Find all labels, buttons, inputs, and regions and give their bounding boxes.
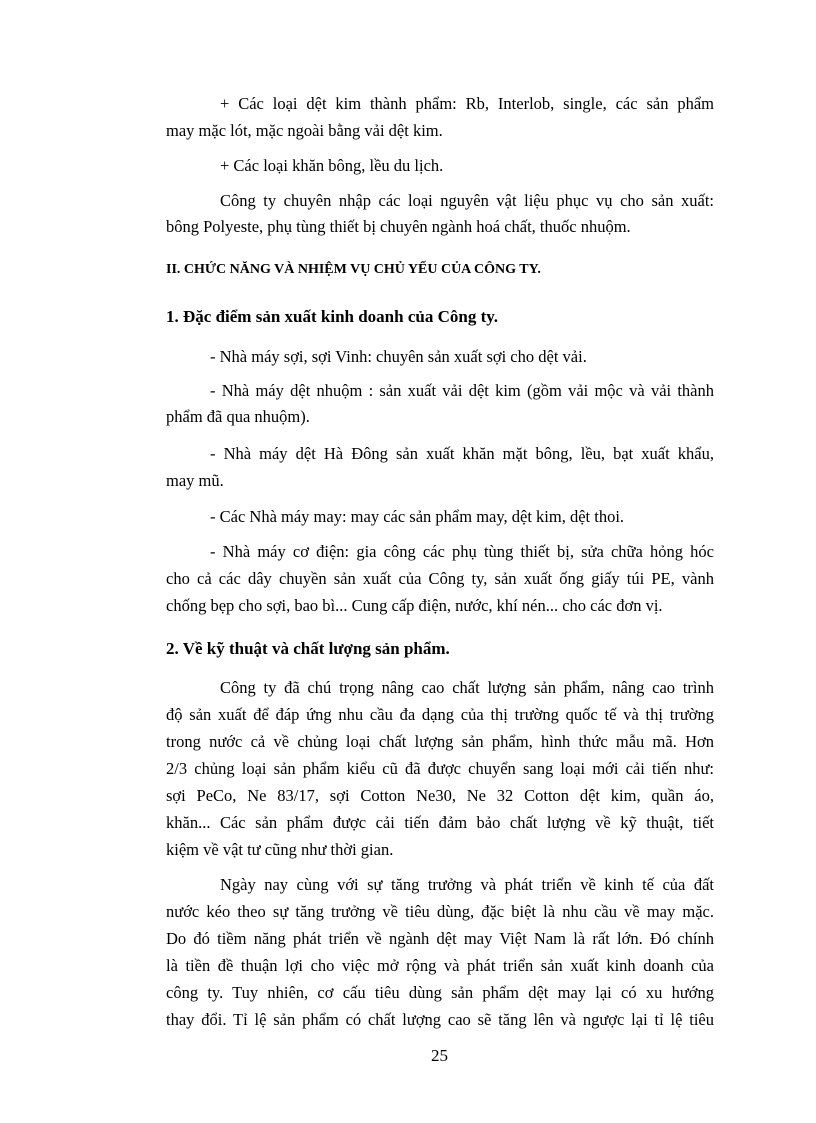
paragraph-line: sợi PeCo, Ne 83/17, sợi Cotton Ne30, Ne 32 Cotton dệt kim, quần áo, (166, 786, 714, 805)
subsection-heading: 1. Đặc điểm sản xuất kinh doanh của Công ty. (166, 307, 499, 326)
paragraph-line: + Các loại dệt kim thành phẩm: Rb, Interlob, single, các sản phẩm (220, 94, 714, 113)
paragraph-line: công ty. Tuy nhiên, cơ cấu tiêu dùng sản phẩm dệt may lại có xu hướng (166, 983, 714, 1002)
paragraph-line: - Nhà máy dệt nhuộm : sản xuất vải dệt kim (gồm vải mộc và vải thành (210, 381, 714, 400)
paragraph-line: phẩm đã qua nhuộm). (166, 407, 310, 426)
section-heading: II. CHỨC NĂNG VÀ NHIỆM VỤ CHỦ YẾU CỦA CÔNG TY. (166, 262, 541, 277)
paragraph-line: 2/3 chủng loại sản phẩm kiểu cũ đã được chuyển sang loại mới cải tiến như: (166, 759, 714, 778)
paragraph-line: Do đó tiềm năng phát triển về ngành dệt may Việt Nam là rất lớn. Đó chính (166, 929, 714, 948)
paragraph-line: Ngày nay cùng với sự tăng trưởng và phát triển về kinh tế của đất (220, 875, 714, 894)
paragraph-line: cho cả các dây chuyền sản xuất của Công ty, sản xuất ống giấy túi PE, vành (166, 569, 714, 588)
paragraph-line: khăn... Các sản phẩm được cải tiến đảm bảo chất lượng về kỹ thuật, tiết (166, 813, 714, 832)
page-number: 25 (431, 1046, 448, 1065)
paragraph-line: trong nước cả về chủng loại chất lượng sản phẩm, hình thức mẫu mã. Hơn (166, 732, 714, 751)
paragraph-line: kiệm về vật tư cũng như thời gian. (166, 840, 394, 859)
paragraph-line: bông Polyeste, phụ tùng thiết bị chuyên ngành hoá chất, thuốc nhuộm. (166, 217, 631, 236)
paragraph-line: may mặc lót, mặc ngoài bằng vải dệt kim. (166, 121, 443, 140)
paragraph-line: chống bẹp cho sợi, bao bì... Cung cấp điện, nước, khí nén... cho các đơn vị. (166, 596, 663, 615)
subsection-heading: 2. Về kỹ thuật và chất lượng sản phẩm. (166, 639, 450, 658)
paragraph-line: thay đổi. Tỉ lệ sản phẩm có chất lượng cao sẽ tăng lên và ngược lại tỉ lệ tiêu (166, 1010, 714, 1029)
paragraph-line: - Nhà máy cơ điện: gia công các phụ tùng thiết bị, sửa chữa hỏng hóc (210, 542, 714, 561)
paragraph-line: may mũ. (166, 471, 224, 490)
paragraph-line: + Các loại khăn bông, lều du lịch. (220, 156, 444, 175)
paragraph-line: - Các Nhà máy may: may các sản phẩm may, dệt kim, dệt thoi. (210, 507, 625, 526)
paragraph-line: Công ty đã chú trọng nâng cao chất lượng sản phẩm, nâng cao trình (220, 678, 714, 697)
paragraph-line: nước kéo theo sự tăng trưởng về tiêu dùng, đặc biệt là nhu cầu về may mặc. (166, 902, 714, 921)
paragraph-line: là tiền đề thuận lợi cho việc mở rộng và phát triển sản xuất kinh doanh của (166, 956, 714, 975)
paragraph-line: - Nhà máy sợi, sợi Vinh: chuyên sản xuất sợi cho dệt vải. (210, 347, 587, 366)
paragraph-line: độ sản xuất để đáp ứng nhu cầu đa dạng của thị trường quốc tế và thị trường (166, 705, 714, 724)
paragraph-line: - Nhà máy dệt Hà Đông sản xuất khăn mặt bông, lều, bạt xuất khẩu, (210, 444, 714, 463)
paragraph-line: Công ty chuyên nhập các loại nguyên vật liệu phục vụ cho sản xuất: (220, 191, 714, 210)
